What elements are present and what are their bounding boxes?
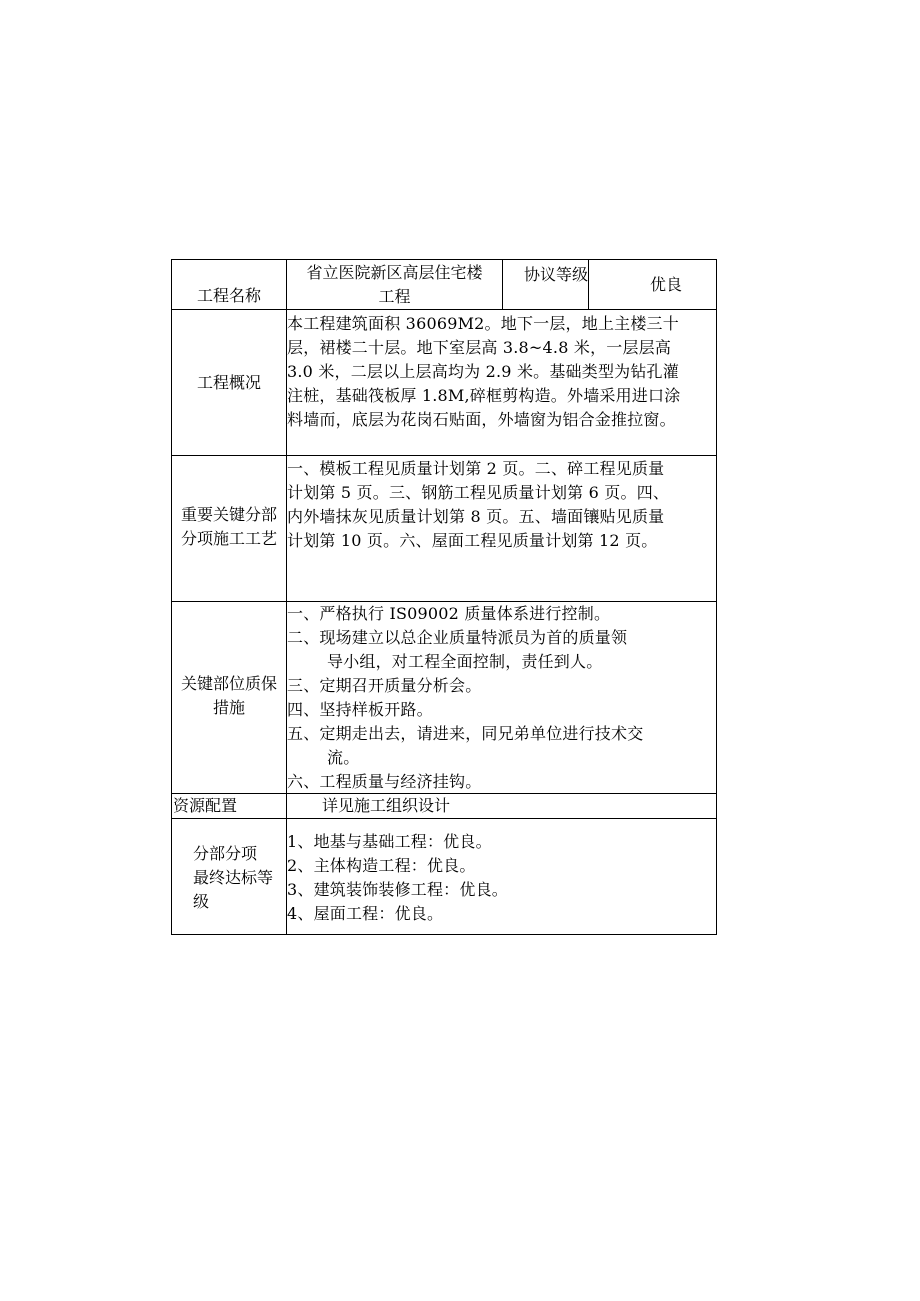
key-process-label-line-2: 分项施工工艺 xyxy=(180,529,277,548)
overview-line: 注桩，基础筏板厚 1.8M,碎框剪构造。外墙采用进口涂 xyxy=(287,386,681,405)
measure-item: 二、现场建立以总企业质量特派员为首的质量领 xyxy=(287,628,628,647)
resources-label: 资源配置 xyxy=(173,796,238,815)
measure-item: 三、定期召开质量分析会。 xyxy=(287,676,482,695)
key-process-text xyxy=(287,457,717,553)
row-divider xyxy=(172,818,716,819)
quality-measures-list xyxy=(287,602,717,794)
column-divider xyxy=(502,260,503,309)
overview-label: 工程概况 xyxy=(196,373,261,392)
agreed-grade-label: 协议等级 xyxy=(524,265,589,284)
key-process-line: 计划第 5 页。三、钢筋工程见质量计划第 6 页。四、 xyxy=(287,483,670,502)
project-name-label: 工程名称 xyxy=(196,286,261,305)
measure-item: 一、严格执行 IS09002 质量体系进行控制。 xyxy=(287,604,611,623)
column-divider xyxy=(588,260,589,309)
overview-line: 本工程建筑面积 36069M2。地下一层，地上主楼三十 xyxy=(287,314,679,333)
project-name-line-2: 工程 xyxy=(378,287,411,306)
final-grade-list xyxy=(287,830,717,926)
final-grade-label-line-3: 级 xyxy=(193,892,210,911)
key-process-line: 内外墙抹灰见质量计划第 8 页。五、墙面镶贴见质量 xyxy=(287,507,665,526)
final-grade-item: 1、地基与基础工程：优良。 xyxy=(287,832,492,851)
overview-text xyxy=(287,312,717,432)
quality-measures-label-line-1: 关键部位质保 xyxy=(180,674,277,693)
measure-item: 六、工程质量与经济挂钩。 xyxy=(287,772,482,791)
resources-value: 详见施工组织设计 xyxy=(322,796,451,815)
project-name-line-1: 省立医院新区高层住宅楼 xyxy=(306,263,483,282)
key-process-line: 一、模板工程见质量计划第 2 页。二、碎工程见质量 xyxy=(287,459,665,478)
quality-measures-label xyxy=(172,672,286,720)
row-divider xyxy=(172,455,716,456)
measure-item: 四、坚持样板开路。 xyxy=(287,700,433,719)
quality-measures-label-line-2: 措施 xyxy=(212,698,245,717)
final-grade-label-line-2: 最终达标等 xyxy=(193,868,274,887)
final-grade-item: 4、屋面工程：优良。 xyxy=(287,904,444,923)
final-grade-label-line-1: 分部分项 xyxy=(193,844,258,863)
project-name-value xyxy=(287,261,502,309)
measure-item: 五、定期走出去，请进来，同兄弟单位进行技术交 xyxy=(287,724,644,743)
quality-plan-table xyxy=(171,259,717,935)
final-grade-label xyxy=(173,842,286,914)
measure-item-continuation: 导小组，对工程全面控制，责任到人。 xyxy=(327,652,603,671)
measure-item-continuation: 流。 xyxy=(327,748,360,767)
agreed-grade-value: 优良 xyxy=(650,275,683,294)
key-process-line: 计划第 10 页。六、屋面工程见质量计划第 12 页。 xyxy=(287,531,658,550)
final-grade-item: 3、建筑装饰装修工程：优良。 xyxy=(287,880,508,899)
final-grade-item: 2、主体构造工程：优良。 xyxy=(287,856,476,875)
key-process-label-line-1: 重要关键分部 xyxy=(180,505,277,524)
key-process-label xyxy=(172,503,286,551)
overview-line: 层，裙楼二十层。地下室层高 3.8~4.8 米，一层层高 xyxy=(287,338,672,357)
overview-line: 3.0 米，二层以上层高均为 2.9 米。基础类型为钻孔灌 xyxy=(287,362,679,381)
row-divider xyxy=(172,309,716,310)
overview-line: 料墙而，底层为花岗石贴面，外墙窗为铝合金推拉窗。 xyxy=(287,410,676,429)
